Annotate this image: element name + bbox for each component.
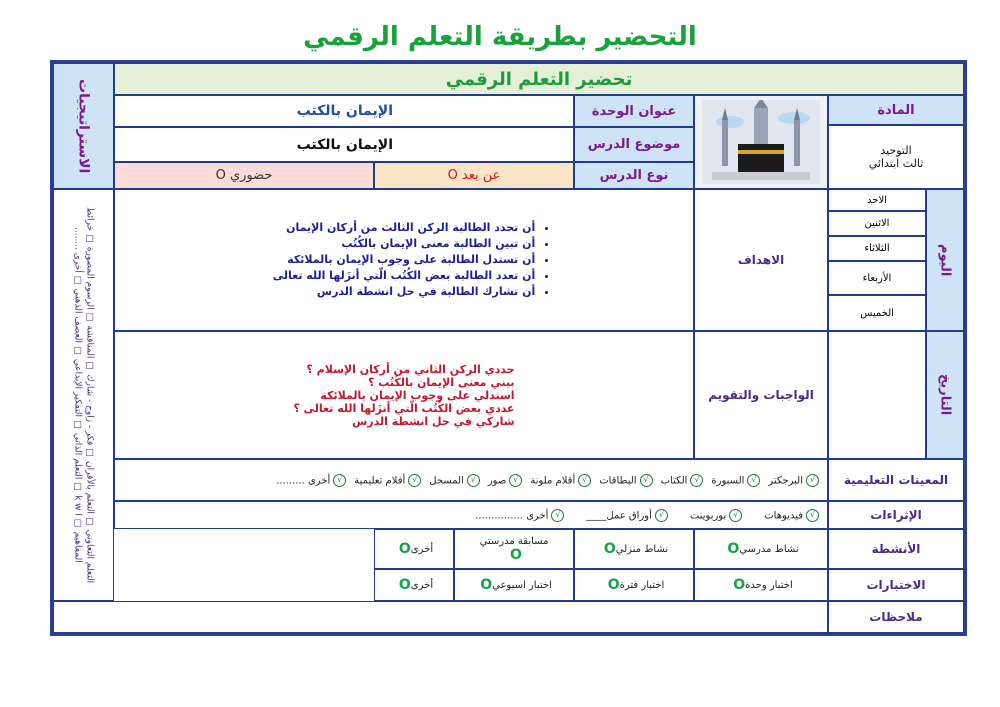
homework-item: عددي بعض الكُتُب الّتي أنزَلها الله تعالى ؟ xyxy=(293,401,515,415)
homework-item: حددي الركن الثاني من أركان الإسلام ؟ xyxy=(306,362,515,376)
check-circle-icon: √ xyxy=(551,509,564,522)
check-circle-icon: √ xyxy=(806,474,819,487)
check-circle-icon: √ xyxy=(333,474,346,487)
aids-options xyxy=(114,459,828,501)
goals-list xyxy=(273,220,536,300)
homework-label: الواجبات والتقويم xyxy=(694,331,828,459)
enrich-options xyxy=(114,501,828,529)
check-circle-icon: √ xyxy=(655,509,668,522)
type-remote: عن بعد O xyxy=(374,162,574,189)
type-present: حضوري O xyxy=(114,162,374,189)
kaaba-icon xyxy=(702,100,820,184)
goals-label: الاهداف xyxy=(694,189,828,331)
aid-option[interactable]: √صور xyxy=(488,474,523,487)
test-term[interactable]: اختبار فترة O xyxy=(574,569,694,601)
day-monday: الاثنين xyxy=(828,211,926,236)
type-label: نوع الدرس xyxy=(574,162,694,189)
page-title: التحضير بطريقة التعلم الرقمي xyxy=(303,22,697,52)
subject-value xyxy=(828,125,964,189)
aid-option[interactable]: √السبورة xyxy=(711,474,760,487)
homework-item: استدلي على وجوب الإيمان بالملائكة xyxy=(320,388,515,402)
day-tuesday: الثلاثاء xyxy=(828,236,926,261)
option-circle-icon: O xyxy=(727,541,740,557)
aid-option[interactable]: √أفلام تعليمية xyxy=(354,474,421,487)
activities-label: الأنشطة xyxy=(828,529,964,569)
subject-label: المادة xyxy=(828,95,964,125)
option-circle-icon: O xyxy=(398,577,411,593)
date-header: التاريخ xyxy=(926,331,964,459)
option-circle-icon: O xyxy=(607,577,620,593)
check-circle-icon: √ xyxy=(806,509,819,522)
aid-option[interactable]: √البرجكتر xyxy=(768,474,819,487)
lesson-label: موضوع الدرس xyxy=(574,127,694,162)
enrich-option[interactable]: √أوراق عمل____ xyxy=(586,509,667,522)
activity-school[interactable]: نشاط مدرسي O xyxy=(694,529,828,569)
homework-item: بيني معنى الإيمان بالكُتُب ؟ xyxy=(368,375,515,389)
strategies-list: التعلم التعاوني □ التعلم بالأقران □ فكر - زاوج - شارك □ المناقشة □ الرسوم المصورة □ خرائط المفاهيم □ k w l □ التعلم الذاتي □ التفكير الإبداعي □ العصف الذهني □ أخرى ........ xyxy=(53,189,114,601)
check-circle-icon: √ xyxy=(467,474,480,487)
notes-label: ملاحظات xyxy=(828,601,964,633)
option-circle-icon: O xyxy=(398,541,411,557)
aid-option[interactable]: √المسجل xyxy=(429,474,480,487)
check-circle-icon: √ xyxy=(640,474,653,487)
check-circle-icon: √ xyxy=(509,474,522,487)
day-wednesday: الأربعاء xyxy=(828,261,926,295)
option-circle-icon: O xyxy=(733,577,746,593)
option-circle-icon: O xyxy=(603,541,616,557)
aid-option[interactable]: √أقلام ملونة xyxy=(530,474,591,487)
goal-item: • أن تستدل الطالبة على وجوب الإيمان بالملائكة xyxy=(273,252,536,268)
subject-name: التوحيد xyxy=(880,144,912,157)
strategies-header: الاستراتيجيات xyxy=(53,63,114,189)
check-circle-icon: √ xyxy=(408,474,421,487)
option-circle-icon: O xyxy=(510,546,522,563)
check-circle-icon: √ xyxy=(578,474,591,487)
aids-label: المعينات التعليمية xyxy=(828,459,964,501)
day-header: اليوم xyxy=(926,189,964,331)
check-circle-icon: √ xyxy=(747,474,760,487)
test-unit[interactable]: اختبار وحدة O xyxy=(694,569,828,601)
kaaba-image xyxy=(694,95,828,189)
goal-item: • أن تعدد الطالبة بعض الكُتُب الّتي أنزَلها الله تعالى xyxy=(273,268,536,284)
date-value xyxy=(828,331,926,459)
test-weekly[interactable]: اختبار اسبوعي O xyxy=(454,569,574,601)
homework-item: شاركي في حل انشطة الدرس xyxy=(352,414,515,428)
unit-label: عنوان الوحدة xyxy=(574,95,694,127)
enrich-option[interactable]: √أخرى ............... xyxy=(475,509,564,522)
tests-label: الاختبارات xyxy=(828,569,964,601)
unit-value: الإيمان بالكتب xyxy=(114,95,574,127)
goal-item: • أن تبين الطالبة معنى الإيمان بالكُتُب xyxy=(273,236,536,252)
check-circle-icon: √ xyxy=(729,509,742,522)
day-sunday: الاحد xyxy=(828,189,926,211)
check-circle-icon: √ xyxy=(690,474,703,487)
subject-grade: ثالث ابتدائي xyxy=(868,157,924,170)
notes-value[interactable] xyxy=(53,601,828,633)
aid-option[interactable]: √البطاقات xyxy=(599,474,652,487)
enrich-option[interactable]: √فيديوهات xyxy=(764,509,819,522)
day-thursday: الخميس xyxy=(828,295,926,331)
enrich-label: الإثراءات xyxy=(828,501,964,529)
homework-cell xyxy=(114,331,694,459)
goal-item: • أن تشارك الطالبة في حل انشطة الدرس xyxy=(273,284,536,300)
lesson-value: الإيمان بالكتب xyxy=(114,127,574,162)
aid-option[interactable]: √الكتاب xyxy=(661,474,704,487)
test-other[interactable]: أخرى O xyxy=(374,569,454,601)
goals-cell xyxy=(114,189,694,331)
homework-list xyxy=(293,363,514,428)
enrich-option[interactable]: √بوربوينت xyxy=(690,509,742,522)
goal-item: • أن تحدد الطالبة الركن الثالث من أركان الإيمان xyxy=(273,220,536,236)
banner: تحضير التعلم الرقمي xyxy=(114,63,964,95)
activity-contest[interactable]: مسابقة مدرستي O xyxy=(454,529,574,569)
activity-other[interactable]: أخرى O xyxy=(374,529,454,569)
activity-home[interactable]: نشاط منزلي O xyxy=(574,529,694,569)
aid-option[interactable]: √أخرى ......... xyxy=(276,474,346,487)
option-circle-icon: O xyxy=(480,577,493,593)
